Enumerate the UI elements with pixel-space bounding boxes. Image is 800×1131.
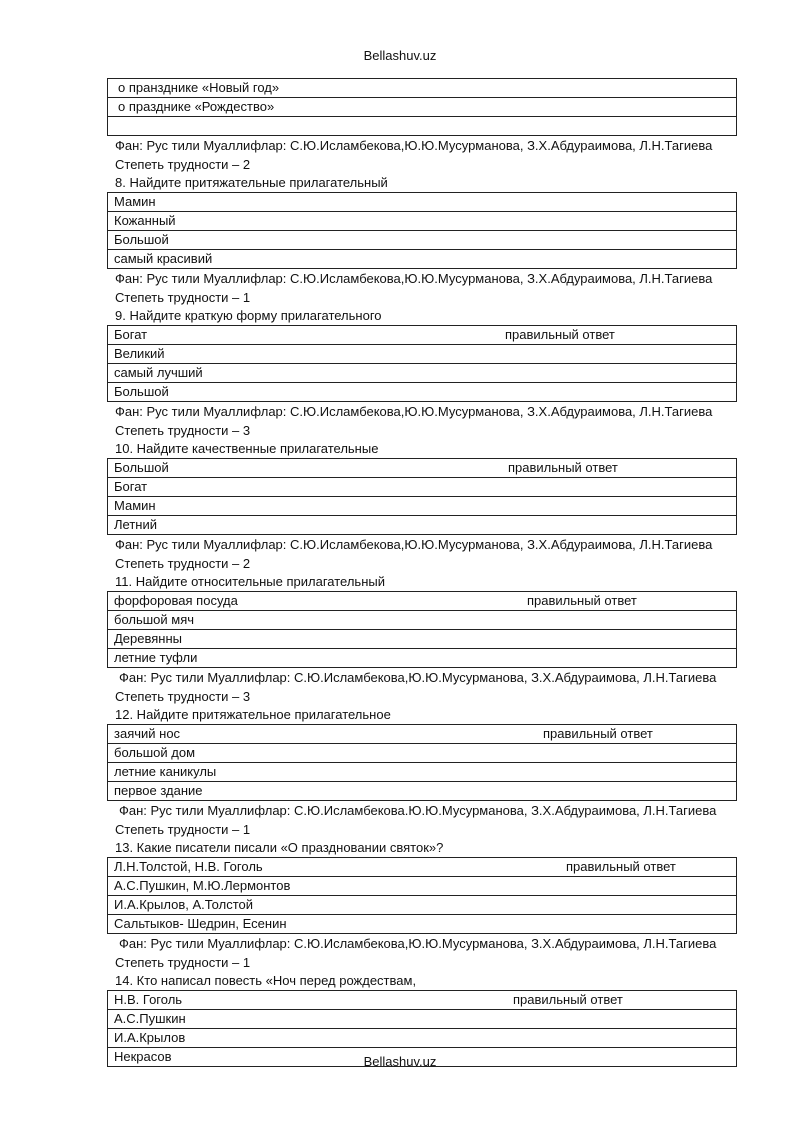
option-text: летние каникулы xyxy=(114,764,217,779)
option-text: Большой xyxy=(114,384,169,399)
option-text: Сальтыков- Шедрин, Есенин xyxy=(114,916,287,931)
option-text: Кожанный xyxy=(114,213,176,228)
option-row xyxy=(108,193,736,212)
difficulty-line: Степеть трудности – 2 xyxy=(115,157,251,172)
options-table xyxy=(107,192,737,269)
option-text: о пранзднике «Новый год» xyxy=(118,80,280,95)
difficulty-line: Степеть трудности – 1 xyxy=(115,822,251,837)
option-row xyxy=(108,915,736,933)
option-text: Н.В. Гоголь xyxy=(114,992,183,1007)
option-row xyxy=(108,345,736,364)
option-text: Л.Н.Толстой, Н.В. Гоголь xyxy=(114,859,263,874)
authors-line: Фан: Рус тили Муаллифлар: С.Ю.Исламбекова,Ю.Ю.Мусурманова, З.Х.Абдураимова, Л.Н.Тагиева xyxy=(115,404,713,419)
option-row xyxy=(108,497,736,516)
option-text: И.А.Крылов, А.Толстой xyxy=(114,897,254,912)
option-row xyxy=(108,459,736,478)
option-text: Деревянны xyxy=(114,631,182,646)
option-text: Большой xyxy=(114,232,169,247)
option-row xyxy=(108,117,736,135)
options-table xyxy=(107,458,737,535)
difficulty-line: Степеть трудности – 1 xyxy=(115,290,251,305)
question-title: 9. Найдите краткую форму прилагательного xyxy=(115,308,382,323)
correct-answer-label: правильный ответ xyxy=(566,859,676,874)
option-text: большой дом xyxy=(114,745,196,760)
option-row xyxy=(108,725,736,744)
option-text: Мамин xyxy=(114,194,156,209)
option-text: летние туфли xyxy=(114,650,198,665)
top-options-table xyxy=(107,78,737,136)
option-text: Мамин xyxy=(114,498,156,513)
option-text: Некрасов xyxy=(114,1049,172,1064)
option-text: самый красивий xyxy=(114,251,213,266)
question-title: 14. Кто написал повесть «Ноч перед рождествам, xyxy=(115,973,417,988)
authors-line: Фан: Рус тили Муаллифлар: С.Ю.Исламбекова,Ю.Ю.Мусурманова, З.Х.Абдураимова, Л.Н.Тагиева xyxy=(119,936,717,951)
option-row xyxy=(108,877,736,896)
correct-answer-label: правильный ответ xyxy=(508,460,618,475)
option-text: о празднике «Рождество» xyxy=(118,99,275,114)
option-row xyxy=(108,896,736,915)
option-row xyxy=(108,516,736,534)
correct-answer-label: правильный ответ xyxy=(527,593,637,608)
option-text: большой мяч xyxy=(114,612,195,627)
correct-answer-label: правильный ответ xyxy=(513,992,623,1007)
option-row xyxy=(108,250,736,268)
authors-line: Фан: Рус тили Муаллифлар: С.Ю.Исламбекова,Ю.Ю.Мусурманова, З.Х.Абдураимова, Л.Н.Тагиева xyxy=(119,670,717,685)
site-header: Bellashuv.uz xyxy=(363,48,437,63)
option-text: заячий нос xyxy=(114,726,181,741)
option-row xyxy=(108,326,736,345)
difficulty-line: Степеть трудности – 1 xyxy=(115,955,251,970)
correct-answer-label: правильный ответ xyxy=(505,327,615,342)
option-row xyxy=(108,592,736,611)
options-table xyxy=(107,724,737,801)
options-table xyxy=(107,591,737,668)
option-text: Богат xyxy=(114,479,148,494)
option-text: А.С.Пушкин xyxy=(114,1011,186,1026)
authors-line: Фан: Рус тили Муаллифлар: С.Ю.Исламбекова,Ю.Ю.Мусурманова, З.Х.Абдураимова, Л.Н.Тагиева xyxy=(115,271,713,286)
question-title: 10. Найдите качественные прилагательные xyxy=(115,441,379,456)
options-table xyxy=(107,325,737,402)
difficulty-line: Степеть трудности – 3 xyxy=(115,423,251,438)
question-title: 13. Какие писатели писали «О праздновании святок»? xyxy=(115,840,444,855)
option-row xyxy=(108,611,736,630)
option-text: Большой xyxy=(114,460,169,475)
option-row xyxy=(108,1029,736,1048)
option-row xyxy=(108,991,736,1010)
option-row xyxy=(108,1010,736,1029)
option-row xyxy=(108,858,736,877)
option-row xyxy=(108,98,736,117)
option-text: И.А.Крылов xyxy=(114,1030,186,1045)
option-row xyxy=(108,763,736,782)
option-row xyxy=(108,478,736,497)
option-text: Летний xyxy=(114,517,157,532)
option-text: форфоровая посуда xyxy=(114,593,238,608)
option-text: самый лучший xyxy=(114,365,203,380)
question-title: 8. Найдите притяжательные прилагательный xyxy=(115,175,388,190)
test-content xyxy=(107,78,735,1067)
option-row xyxy=(108,79,736,98)
option-row xyxy=(108,364,736,383)
option-row xyxy=(108,383,736,401)
option-row xyxy=(108,231,736,250)
option-row xyxy=(108,630,736,649)
site-footer: Bellashuv.uz xyxy=(363,1054,437,1069)
question-title: 11. Найдите относительные прилагательный xyxy=(115,574,385,589)
authors-line: Фан: Рус тили Муаллифлар: С.Ю.Исламбекова.Ю.Ю.Мусурманова, З.Х.Абдураимова, Л.Н.Тагиева xyxy=(119,803,717,818)
option-text: Великий xyxy=(114,346,165,361)
option-row xyxy=(108,782,736,800)
difficulty-line: Степеть трудности – 2 xyxy=(115,556,251,571)
option-row xyxy=(108,212,736,231)
question-title: 12. Найдите притяжательное прилагательное xyxy=(115,707,391,722)
difficulty-line: Степеть трудности – 3 xyxy=(115,689,251,704)
authors-line: Фан: Рус тили Муаллифлар: С.Ю.Исламбекова,Ю.Ю.Мусурманова, З.Х.Абдураимова, Л.Н.Тагиева xyxy=(115,537,713,552)
option-row xyxy=(108,744,736,763)
option-text: Богат xyxy=(114,327,148,342)
correct-answer-label: правильный ответ xyxy=(543,726,653,741)
authors-line: Фан: Рус тили Муаллифлар: С.Ю.Исламбекова,Ю.Ю.Мусурманова, З.Х.Абдураимова, Л.Н.Тагиева xyxy=(115,138,713,153)
option-row xyxy=(108,649,736,667)
option-text: А.С.Пушкин, М.Ю.Лермонтов xyxy=(114,878,291,893)
options-table xyxy=(107,857,737,934)
option-text: первое здание xyxy=(114,783,203,798)
